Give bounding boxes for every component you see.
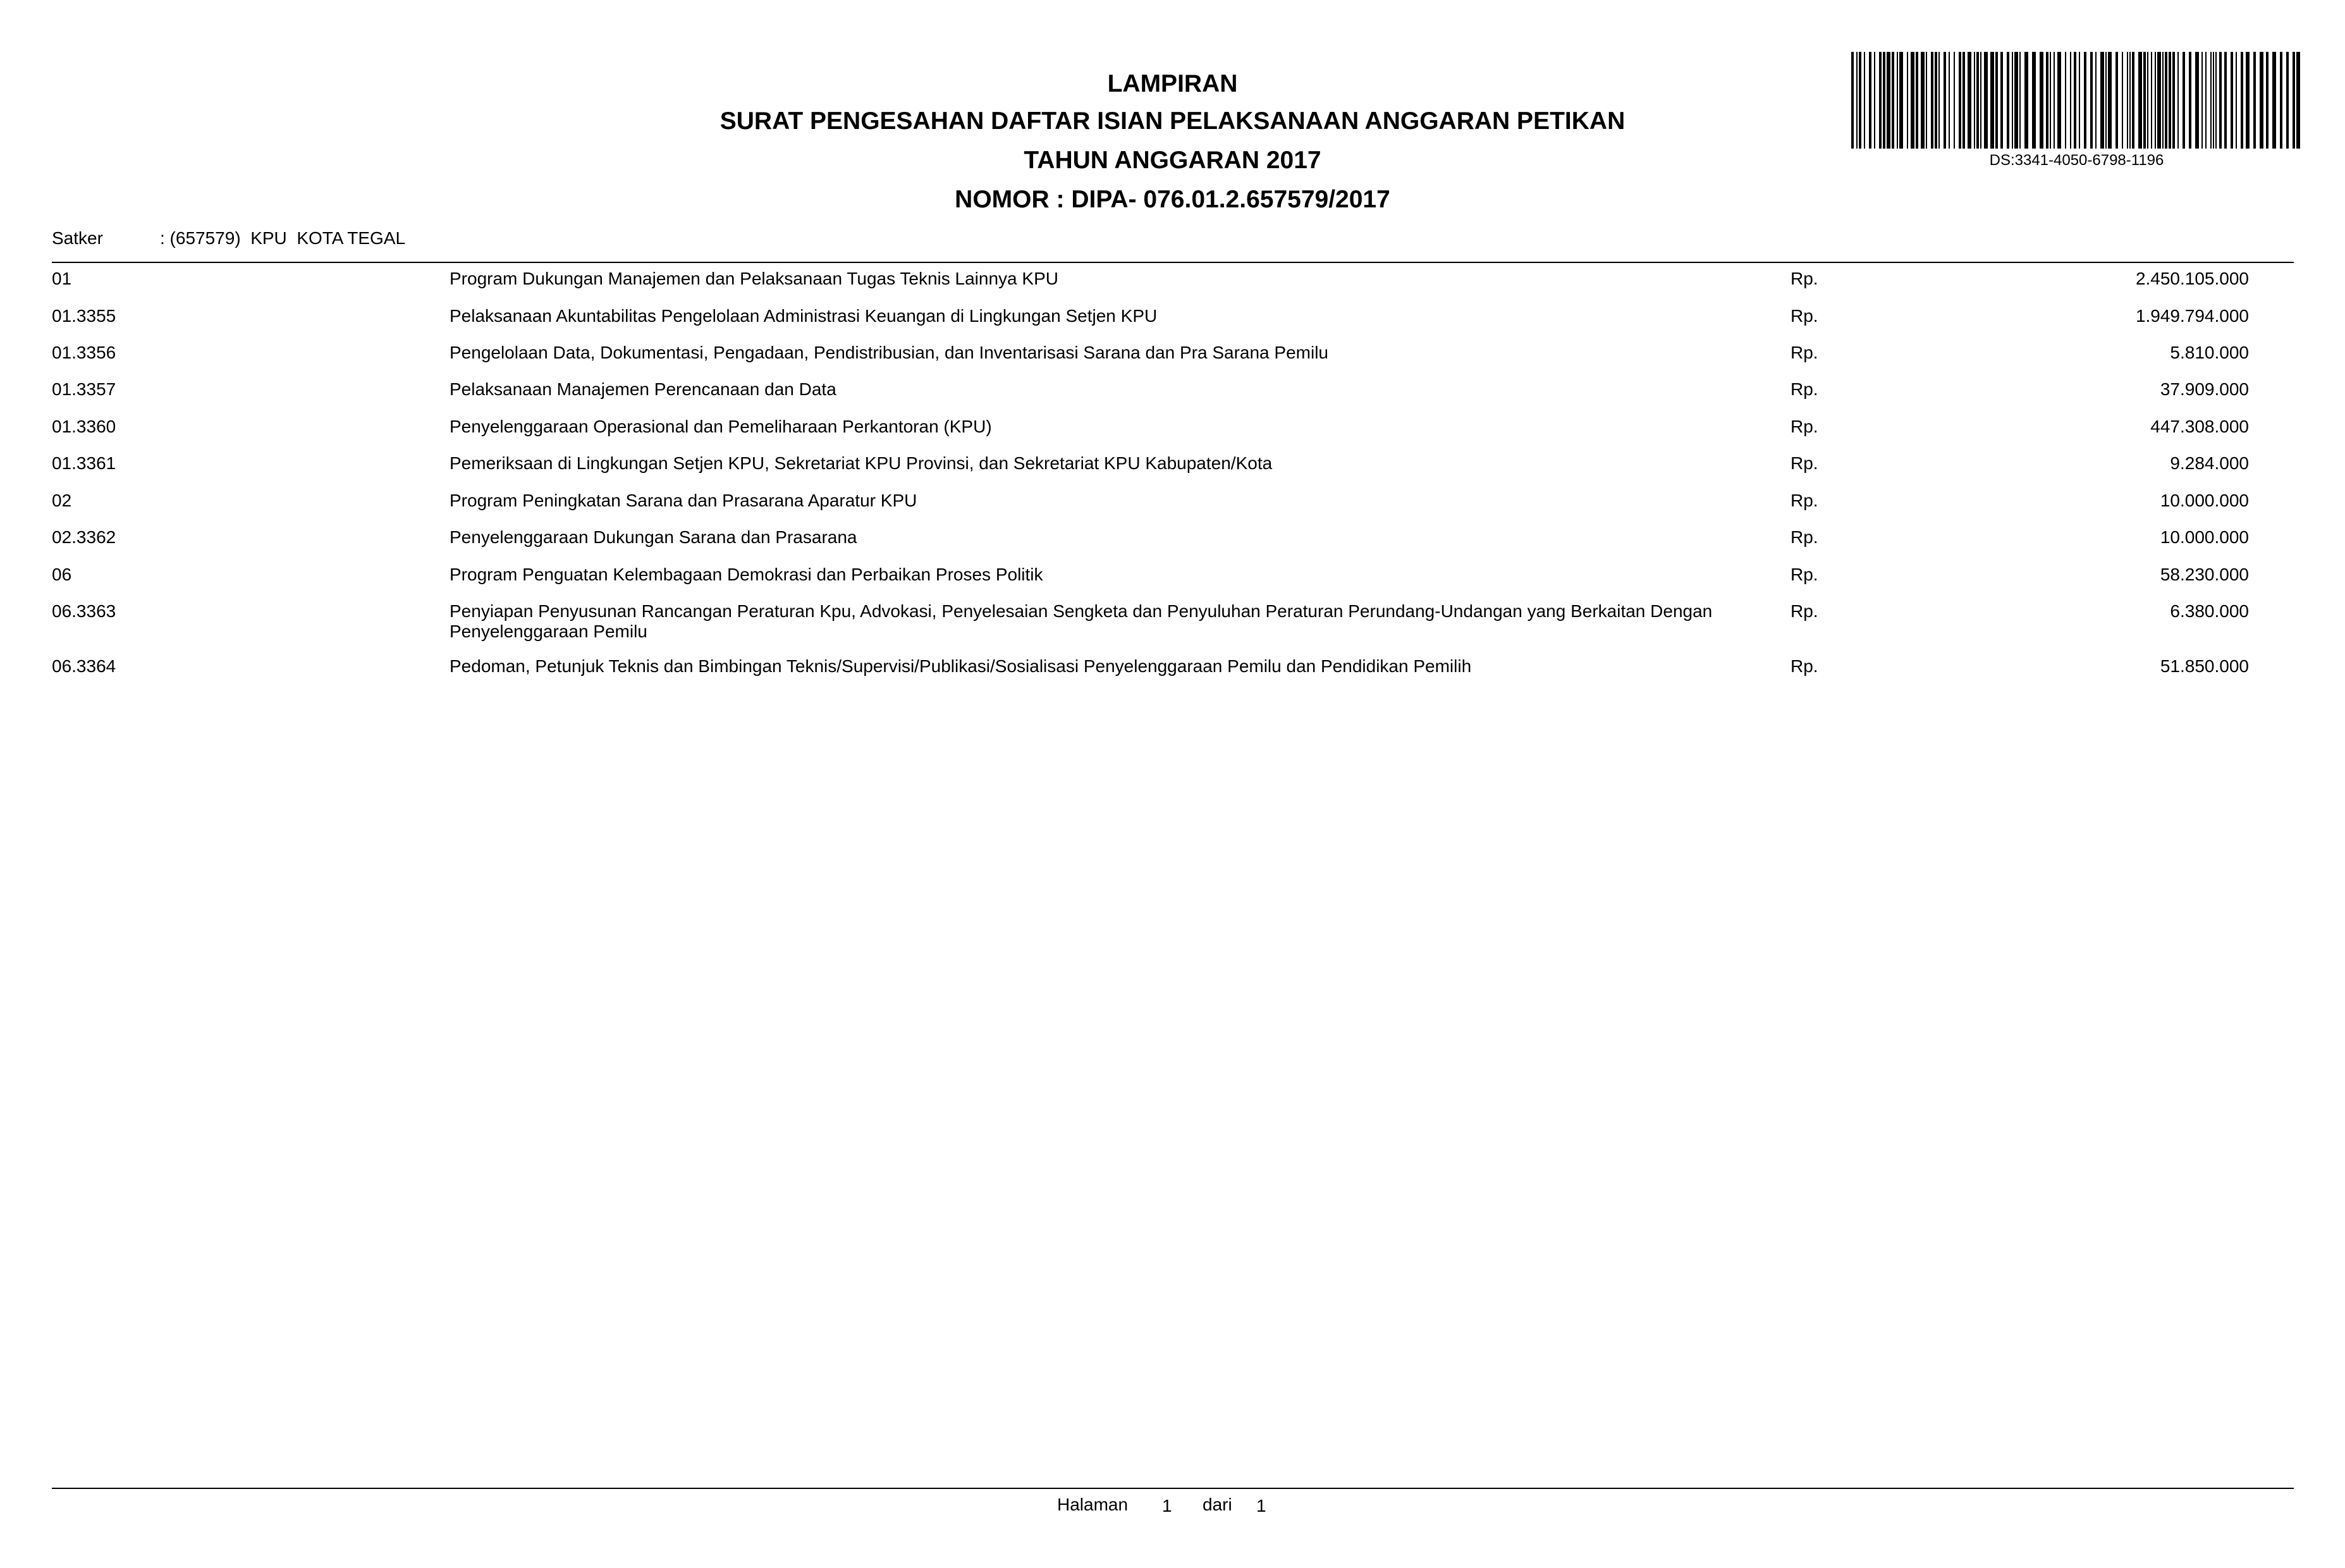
row-code: 06.3363 xyxy=(52,601,116,621)
row-code: 01.3360 xyxy=(52,417,116,436)
row-code: 02 xyxy=(52,491,72,510)
footer-page-label: Halaman xyxy=(1057,1495,1129,1514)
row-currency: Rp. xyxy=(1791,379,1818,399)
footer-page-number: 1 xyxy=(1162,1496,1172,1516)
header-line-2: SURAT PENGESAHAN DAFTAR ISIAN PELAKSANAAN ANGGARAN PETIKAN xyxy=(719,107,1626,135)
row-currency: Rp. xyxy=(1791,527,1818,547)
row-description: Penyelenggaraan Dukungan Sarana dan Prasarana xyxy=(450,527,857,547)
row-description: Pelaksanaan Manajemen Perencanaan dan Data xyxy=(450,379,836,399)
row-amount: 10.000.000 xyxy=(2160,491,2249,510)
row-currency: Rp. xyxy=(1791,343,1818,362)
row-amount: 1.949.794.000 xyxy=(2135,306,2249,326)
row-currency: Rp. xyxy=(1791,656,1818,676)
row-description: Penyelenggaraan Operasional dan Pemeliharaan Perkantoran (KPU) xyxy=(450,417,992,436)
bottom-divider xyxy=(52,1488,2294,1489)
row-description: Pemeriksaan di Lingkungan Setjen KPU, Sekretariat KPU Provinsi, dan Sekretariat KPU Kabupaten/Kota xyxy=(450,453,1273,473)
row-code: 01.3357 xyxy=(52,379,116,399)
row-currency: Rp. xyxy=(1791,306,1818,326)
footer-page-total: 1 xyxy=(1256,1496,1266,1516)
row-amount: 447.308.000 xyxy=(2150,417,2249,436)
header-line-1: LAMPIRAN xyxy=(1107,70,1238,97)
row-code: 02.3362 xyxy=(52,527,116,547)
row-currency: Rp. xyxy=(1791,269,1818,288)
row-description: Pedoman, Petunjuk Teknis dan Bimbingan Teknis/Supervisi/Publikasi/Sosialisasi Penyelenggaraan Pemilu dan Pendidikan Pemilih xyxy=(450,656,1472,676)
row-description: Program Penguatan Kelembagaan Demokrasi dan Perbaikan Proses Politik xyxy=(450,565,1043,584)
row-amount: 37.909.000 xyxy=(2160,379,2249,399)
satker-value: : (657579) KPU KOTA TEGAL xyxy=(160,228,406,248)
satker-label: Satker xyxy=(52,228,103,248)
row-amount: 6.380.000 xyxy=(2170,601,2249,621)
row-currency: Rp. xyxy=(1791,453,1818,473)
row-currency: Rp. xyxy=(1791,601,1818,621)
barcode-text: DS:3341-4050-6798-1196 xyxy=(1989,152,2164,169)
row-amount: 58.230.000 xyxy=(2160,565,2249,584)
header-line-3: TAHUN ANGGARAN 2017 xyxy=(1024,147,1321,174)
row-currency: Rp. xyxy=(1791,565,1818,584)
row-code: 01.3361 xyxy=(52,453,116,473)
footer-of-label: dari xyxy=(1203,1495,1232,1514)
row-code: 06.3364 xyxy=(52,656,116,676)
row-code: 06 xyxy=(52,565,72,584)
row-currency: Rp. xyxy=(1791,417,1818,436)
row-code: 01.3356 xyxy=(52,343,116,362)
row-amount: 51.850.000 xyxy=(2160,656,2249,676)
row-description: Penyiapan Penyusunan Rancangan Peraturan Kpu, Advokasi, Penyelesaian Sengketa dan Penyuluhan Peraturan Perundang-Undangan yang Berkaitan Dengan Penyelenggaraan Pemilu xyxy=(450,601,1713,641)
row-code: 01 xyxy=(52,269,72,288)
row-code: 01.3355 xyxy=(52,306,116,326)
row-description: Pengelolaan Data, Dokumentasi, Pengadaan, Pendistribusian, dan Inventarisasi Sarana dan Pra Sarana Pemilu xyxy=(450,343,1328,362)
row-description: Program Peningkatan Sarana dan Prasarana Aparatur KPU xyxy=(450,491,917,510)
row-amount: 2.450.105.000 xyxy=(2135,269,2249,288)
row-currency: Rp. xyxy=(1791,491,1818,510)
row-description: Pelaksanaan Akuntabilitas Pengelolaan Administrasi Keuangan di Lingkungan Setjen KPU xyxy=(450,306,1158,326)
row-amount: 10.000.000 xyxy=(2160,527,2249,547)
row-amount: 9.284.000 xyxy=(2170,453,2249,473)
row-description: Program Dukungan Manajemen dan Pelaksanaan Tugas Teknis Lainnya KPU xyxy=(450,269,1058,288)
header-line-4: NOMOR : DIPA- 076.01.2.657579/2017 xyxy=(955,186,1390,213)
row-amount: 5.810.000 xyxy=(2170,343,2249,362)
